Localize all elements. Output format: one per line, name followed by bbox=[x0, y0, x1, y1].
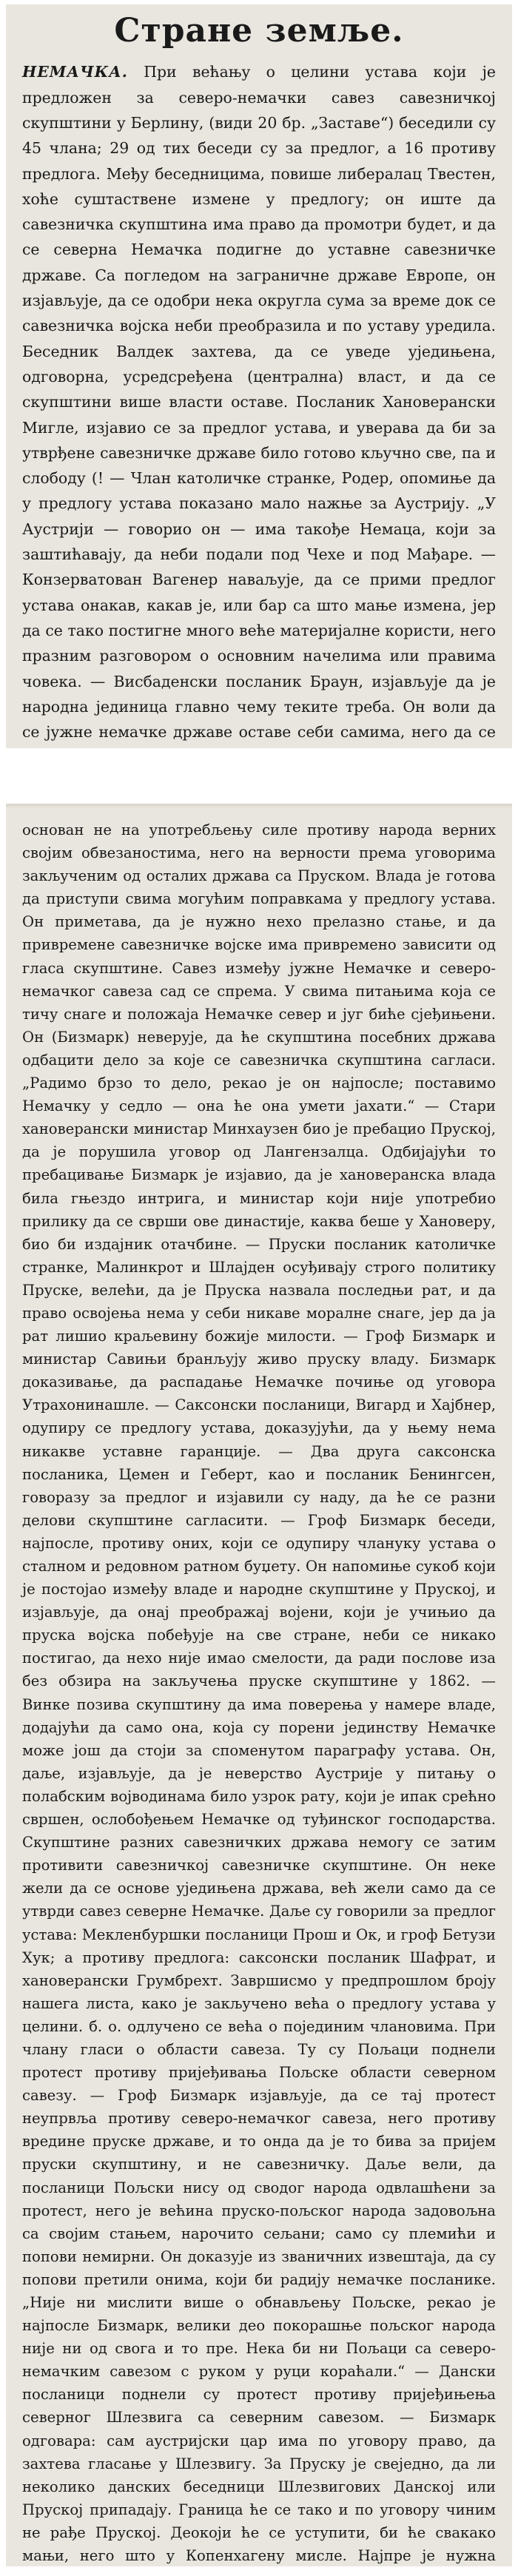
news-clipping-bottom bbox=[6, 804, 512, 2566]
article-paragraph-2 bbox=[22, 818, 496, 2566]
country-lead: НЕМАЧКА. bbox=[22, 63, 128, 81]
section-heading: Стране земље. bbox=[114, 12, 404, 50]
article-paragraph-1 bbox=[22, 59, 496, 748]
article-text-1: При већању о целини устава који је предложен за северо-немачки савез савезничкој скупштини у Берлину, (види 20 бр. „Заставе“) беседили су 45 члана; 29 од тих беседи су за предлог, а 16 противу предлога. Међу беседницима, повише либералац Твестен, хоће суштаствене измене у предлогу; он иште да савезничка скупштина има право да промотри будет, и да се северна Немачка подигне до уставне савезничке државе. Са погледом на заграничне државе Европе, он изјављује, да се одобри нека округла сума за време док се савезничка војска неби преобразила и по уставу уредила. Беседник Валдек захтева, да се уведе уједињена, одговорна, усредсређена (централна) власт, и да се скупштини више власти оставе. Посланик Хановерански Миглe, изјавио се за предлог устава, и уверава да би за утврђене савезничке државе било готово кључно све, па и слободу (! — Члан католичке странке, Родер, опомиње да у предлогу устава показано мало нажње за Аустрију. „У Аустрији — говорио он — има такође Немаца, који за заштићавају, да неби подали под Чехе и под Мађаре. — Конзерватован Вагенер наваљује, да се прими предлог устава онакав, какав је, или бар са што мање измена, јер да се тако постигне много веће материјалне користи, него празним разговором о основним начелима или правима човека. — Висбаденски посланик Браун, изјављује да је народна јединица главно чему теките треба. Он вoли да се јужне немачке државе оставе себи самима, него да се bbox=[22, 63, 497, 741]
clipping-edge bbox=[6, 804, 512, 808]
news-clipping-top bbox=[6, 4, 512, 748]
article-text-2: основан не на употребљењу силе противу народа верних својим обвезаностима, него на верности према уговорима закљученим од осталих држава са Пруском. Влада је готова да приступи свима могућим поправкама у предлогу устава. Он приметава, да је нужно нехо прелазно стање, и да привремене савезничке војске има привремено зависити од гласа скупштине. Савез између јужне Немачке и северо-немачког савеза сад се спрема. У свима питањима која се тичу снаге и положаја Немачке север и југ биће сјеђињени. Он (Бизмарк) неверује, да ће скупштина посебних држава одбацити дело за које се савезничка скупштина сагласи. „Радимо брзо то дело, рекао је он најпосле; поставимо Немачку у седло — она ће она умети јахати.“ — Стари хановерански министар Минхаузен био је пребацио Пруској, да је порушила уговор од Лангензалца. Одбијајући то пребацивање Бизмарк је изјавио, да је хановеранска влада била гњездо интрига, и министар који није употребио прилику да се сврши ове династије, каква беше у Хановеру, био би издајник отачбине. — Пруски посланик католичке странке, Малинкрот и Шлајден осуђивају строго политику Пруске, велећи, да је Пруска назвала последњи рат, и да право освојења нема у себи никаве моралне снаге, јер да ја рат лишио краљевину божије милости. — Гроф Бизмарк и министар Савињи бранљују живо пруску владу. Бизмарк доказивање, да распадање Немачке почиње од уговора Утрахонинашле. — Саксонски посланици, Вигард и Хајбнер, одупиру се предлогу устава, доказујући, да у њему нема никакве уставне гаранције. — Два друга саксонска посланика, Цемен и Геберт, као и посланик Бенингсен, говоразу за предлог и изјавили су наду, да ће се разни делови скупштине сагласити. — Гроф Бизмарк беседи, најпосле, противу оних, који се одупиру члануку устава о сталном и редовном ратном буџету. Он напомиње сукоб који је постојао између владе и народне скупштине у Пруској, и изјављује, да онај преображај војени, који је учињио да пруска војска побеђује на све стране, неби се никако постигао, да нехо није имао смелости, да ради послове иза без обзира на закључења пруске скупштине у 1862. — Винке позива скупштину да има поверења у намере владе, додајући да само она, која су порени јединству Немачке може још да стоји за споменутом параграфу устава. Он, даље, изјављује, да је неверство Аустрије у питању о полабским војводинама било узрок рату, који је ипак срећно свршен, ослобођењем Немачке од туђинског господарства. Скупштине разних савезничких држава немогу се затим противити савезничкој савезничке скупштине. Он неке жели да се основе уједињена држава, већ жели само да се утврди савез северне Немачке. Даље су говорили за предлог устава: Мекленбуршки посланици Прош и Ок, и гроф Бетузи Хук; а противу предлога: саксонски посланик Шафрат, и хановерански Грумбрехт. Завршисмо у предпрошлом броју нашега листа, како је закључено већа о предлогу устава у целини. б. о. одлучено се већа о појединим члановима. При члану гласи о области савеза. Ту су Пољаци поднели протест противу пријеђивања Пољске области северном савезу. — Гроф Бизмарк изјављује, да се тај протест неупрвља противу северо-немачког савеза, него противу вредине пруске државе, и то онда да је то бива за пријем пруски скупштину, и не савезничку. Даље вели, да посланици Пољски нису од сводог народа одвлашћени за протест, него је већина пруско-пољског народа задовољна са својим стањем, нарочито сељани; само су племићи и попови немирни. Он доказује из званичних извештаја, да су попови претили онима, који би радију немачке посланике. „Није ни мислити више о обнављењу Пољске, рекао је најпосле Бизмарк, велики део покорашње пољског народа није ни од свога и то пре. Нека би ни Пољаци са северо-немачким савезом с руком у руци кораћали.“ — Дански посланици поднели су протест противу пријеђињења северног Шлезвига са северним савезом. — Бизмарк одговара: сам аустријски цар има по уговору право, да захтева гласање у Шлезвигу. За Пруску је свеједно, да ли неколико данских беседници Шлезвигових Данској или Пруској припадају. Граница ће се тако и по уговору чиним не рађе Пруској. Деокоји ће се уступити, би ће свакако мањи, него што у Копенхагену мисле. Најпре је нужна bbox=[22, 821, 496, 2565]
